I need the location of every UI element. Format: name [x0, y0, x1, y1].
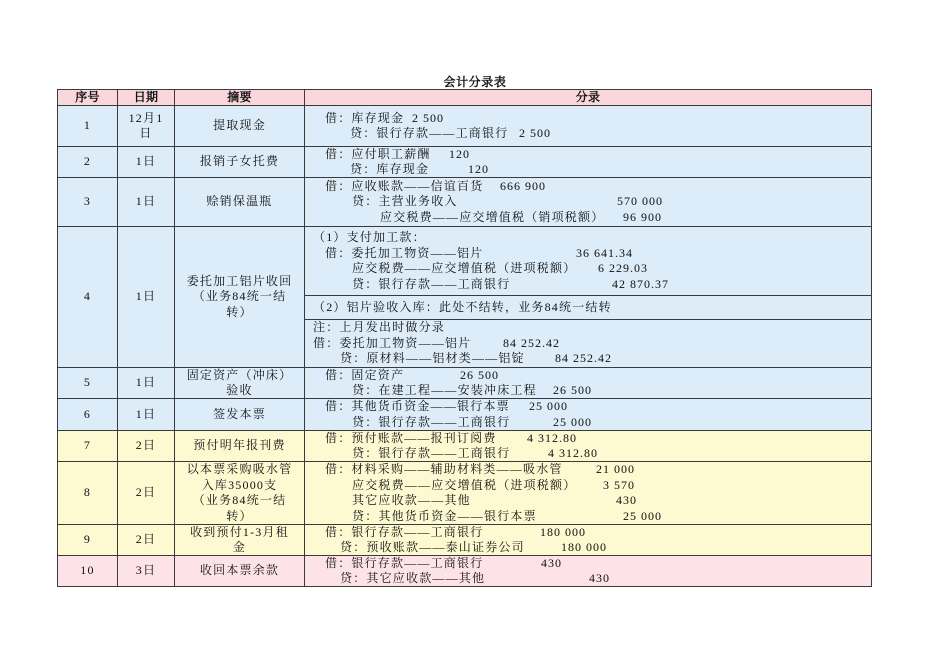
entry-line: [305, 368, 871, 383]
entry-account: 贷：银行存款——工商银行: [352, 446, 511, 460]
cell-entry: [305, 556, 872, 587]
entry-line: [305, 383, 871, 399]
entry-account: 应交税费——应交增值税（销项税额）: [380, 209, 605, 224]
entry-amount: 570 000: [617, 194, 663, 209]
cell-entry: [305, 431, 872, 462]
entry-date: 3日: [135, 563, 157, 578]
cell-no: [58, 106, 118, 147]
cell-summary: [175, 525, 305, 556]
entry-note: （1）支付加工款：: [313, 230, 426, 244]
cell-summary: [175, 178, 305, 227]
entry-amount: 120: [449, 147, 470, 161]
cell-date: [118, 106, 175, 147]
entry-amount: 25 000: [623, 508, 662, 523]
entry-amount: 180 000: [540, 525, 586, 539]
summary-text: 赊销保温瓶: [206, 194, 273, 209]
entry-amount: 2 500: [519, 126, 551, 140]
entry-account: 应交税费——应交增值税（进项税额）: [352, 261, 577, 275]
entry-line: [305, 556, 871, 571]
entry-date: 1日: [135, 194, 157, 209]
entry-line: [305, 179, 871, 195]
entry-note: （2）铝片验收入库：此处不结转，业务84统一结转: [313, 299, 612, 314]
entry-account: 贷：其他货币资金——银行本票: [352, 508, 537, 523]
entry-account: 贷：其它应收款——其他: [340, 571, 486, 585]
row-number: 1: [83, 118, 92, 133]
cell-date: [118, 462, 175, 525]
entry-line: [305, 525, 871, 540]
entry-amount: 26 500: [460, 368, 499, 382]
entry-line: [305, 261, 871, 277]
cell-summary: [175, 106, 305, 147]
entry-amount: 25 000: [529, 399, 568, 413]
entry-line: [305, 446, 871, 462]
entry-line: [305, 336, 871, 352]
entry-account: 贷：库存现金: [350, 162, 430, 176]
entry-account: 其它应收款——其他: [352, 493, 471, 507]
summary-text: 金: [232, 540, 247, 554]
summary-text: 转）: [226, 304, 253, 319]
summary-text: 预付明年报刊费: [193, 438, 286, 453]
entry-line: [305, 540, 871, 556]
entry-amount: 666 900: [500, 178, 546, 193]
summary-text: 签发本票: [213, 406, 266, 421]
entry-line: [305, 300, 871, 316]
entry-account: 借：委托加工物资——铝片: [313, 335, 472, 350]
summary-text: 入库35000支: [201, 477, 278, 492]
entry-account: 借：应收账款——信谊百货: [325, 178, 484, 193]
entry-amount: 84 252.42: [555, 351, 612, 366]
entry-amount: 4 312.80: [527, 431, 577, 445]
entry-account: 贷：主营业务收入: [352, 194, 458, 209]
entry-line: [305, 246, 871, 262]
cell-no: [58, 399, 118, 431]
entry-line: [305, 462, 871, 478]
entry-line: [305, 230, 871, 246]
column-header-no: 序号: [58, 90, 118, 106]
entry-line: [305, 431, 871, 446]
entry-date: 2日: [135, 532, 157, 547]
summary-text: 报销子女托费: [199, 154, 280, 169]
cell-no: [58, 556, 118, 587]
cell-entry: [305, 399, 872, 431]
entry-amount: 96 900: [623, 209, 662, 224]
cell-no: [58, 178, 118, 227]
entry-account: 贷：银行存款——工商银行: [352, 414, 511, 429]
page-title: 会计分录表: [443, 75, 507, 89]
journal-table: [57, 89, 872, 587]
entry-account: 贷：在建工程——安装冲床工程: [352, 383, 537, 397]
entry-line: [305, 571, 871, 587]
entry-account: 借：应付职工薪酬: [325, 147, 431, 161]
summary-text: 收到预付1-3月租: [190, 525, 289, 539]
cell-summary: [175, 147, 305, 178]
row-number: 10: [80, 563, 95, 578]
entry-amount: 84 252.42: [503, 335, 560, 350]
cell-summary: [175, 227, 305, 368]
entry-line: [305, 126, 871, 142]
summary-text: 收回本票余款: [199, 563, 280, 578]
entry-amount: 26 500: [553, 383, 592, 397]
entry-line: [305, 478, 871, 494]
entry-account: 贷：银行存款——工商银行: [350, 126, 509, 140]
summary-text: 验收: [226, 383, 253, 397]
entry-account: 借：预付账款——报刊订阅费: [325, 431, 497, 445]
summary-text: 转）: [226, 508, 253, 523]
entry-line: [305, 147, 871, 162]
entry-line: [305, 111, 871, 127]
summary-text: 提取现金: [213, 118, 266, 133]
cell-summary: [175, 556, 305, 587]
column-header-summary: 摘要: [175, 90, 305, 106]
cell-date: [118, 368, 175, 399]
entry-amount: 42 870.37: [612, 276, 669, 291]
entry-amount: 6 229.03: [598, 261, 648, 275]
entry-amount: 2 500: [412, 110, 444, 125]
row-number: 5: [83, 375, 92, 390]
entry-account: 贷：预收账款——泰山证券公司: [340, 540, 525, 554]
entry-line: [305, 351, 871, 367]
row-number: 2: [83, 154, 92, 169]
entry-note: 注：上月发出时做分录: [313, 320, 446, 335]
entry-date: 2日: [135, 438, 157, 453]
cell-date: [118, 525, 175, 556]
entry-line: [305, 493, 871, 509]
entry-line: [305, 415, 871, 431]
entry-account: 借：其他货币资金——银行本票: [325, 399, 510, 413]
row-number: 3: [83, 194, 92, 209]
summary-text: 以本票采购吸水管: [186, 462, 293, 476]
row-number: 9: [83, 532, 92, 547]
entry-account: 借：委托加工物资——铝片: [325, 245, 484, 260]
entry-line: [305, 277, 871, 293]
cell-date: [118, 399, 175, 431]
cell-summary: [175, 399, 305, 431]
cell-no: [58, 227, 118, 368]
entry-date: 1日: [135, 289, 157, 304]
cell-summary: [175, 431, 305, 462]
entry-line: [305, 509, 871, 525]
summary-text: 固定资产（冲床）: [186, 368, 293, 382]
entry-date: 1日: [135, 154, 157, 169]
entry-amount: 21 000: [596, 462, 635, 476]
entry-amount: 25 000: [553, 414, 592, 429]
cell-no: [58, 368, 118, 399]
entry-amount: 36 641.34: [576, 245, 633, 260]
entry-line: [305, 194, 871, 210]
cell-entry: [305, 296, 872, 320]
cell-entry: [305, 525, 872, 556]
cell-entry: [305, 368, 872, 399]
entry-amount: 3 570: [603, 477, 635, 492]
summary-text: 委托加工铝片收回: [186, 273, 293, 288]
cell-date: [118, 227, 175, 368]
cell-no: [58, 431, 118, 462]
entry-account: 应交税费——应交增值税（进项税额）: [352, 477, 577, 492]
cell-entry: [305, 462, 872, 525]
cell-entry: [305, 106, 872, 147]
cell-entry: [305, 320, 872, 368]
entry-account: 借：银行存款——工商银行: [325, 525, 484, 539]
entry-line: [305, 320, 871, 336]
entry-amount: 180 000: [561, 540, 607, 554]
row-number: 4: [83, 289, 92, 304]
entry-account: 借：银行存款——工商银行: [325, 556, 484, 570]
cell-no: [58, 525, 118, 556]
entry-amount: 430: [616, 493, 637, 507]
row-number: 6: [83, 406, 92, 421]
cell-entry: [305, 147, 872, 178]
entry-amount: 120: [468, 162, 489, 176]
cell-date: [118, 178, 175, 227]
summary-text: （业务84统一结: [192, 493, 287, 507]
cell-date: [118, 147, 175, 178]
cell-date: [118, 556, 175, 587]
column-header-date: 日期: [118, 90, 175, 106]
entry-amount: 430: [541, 556, 562, 570]
column-header-entry: 分录: [305, 90, 872, 106]
entry-date: 1日: [135, 406, 157, 421]
cell-entry: [305, 178, 872, 227]
cell-no: [58, 147, 118, 178]
row-number: 8: [83, 485, 92, 500]
cell-no: [58, 462, 118, 525]
entry-line: [305, 210, 871, 226]
summary-text: （业务84统一结: [192, 289, 287, 304]
entry-account: 贷：银行存款——工商银行: [352, 276, 511, 291]
entry-account: 借：材料采购——辅助材料类——吸水管: [325, 462, 563, 476]
entry-line: [305, 399, 871, 415]
cell-summary: [175, 368, 305, 399]
entry-date: 1日: [135, 375, 157, 390]
entry-account: 借：固定资产: [325, 368, 405, 382]
cell-summary: [175, 462, 305, 525]
entry-account: 贷：原材料——铝材类——铝锭: [340, 351, 525, 366]
entry-line: [305, 162, 871, 178]
entry-amount: 430: [589, 571, 610, 585]
entry-date: 12月1日: [128, 110, 164, 140]
entry-account: 借：库存现金: [325, 110, 405, 125]
cell-entry: [305, 227, 872, 296]
entry-amount: 4 312.80: [548, 446, 598, 460]
entry-date: 2日: [135, 485, 157, 500]
cell-date: [118, 431, 175, 462]
row-number: 7: [83, 438, 92, 453]
